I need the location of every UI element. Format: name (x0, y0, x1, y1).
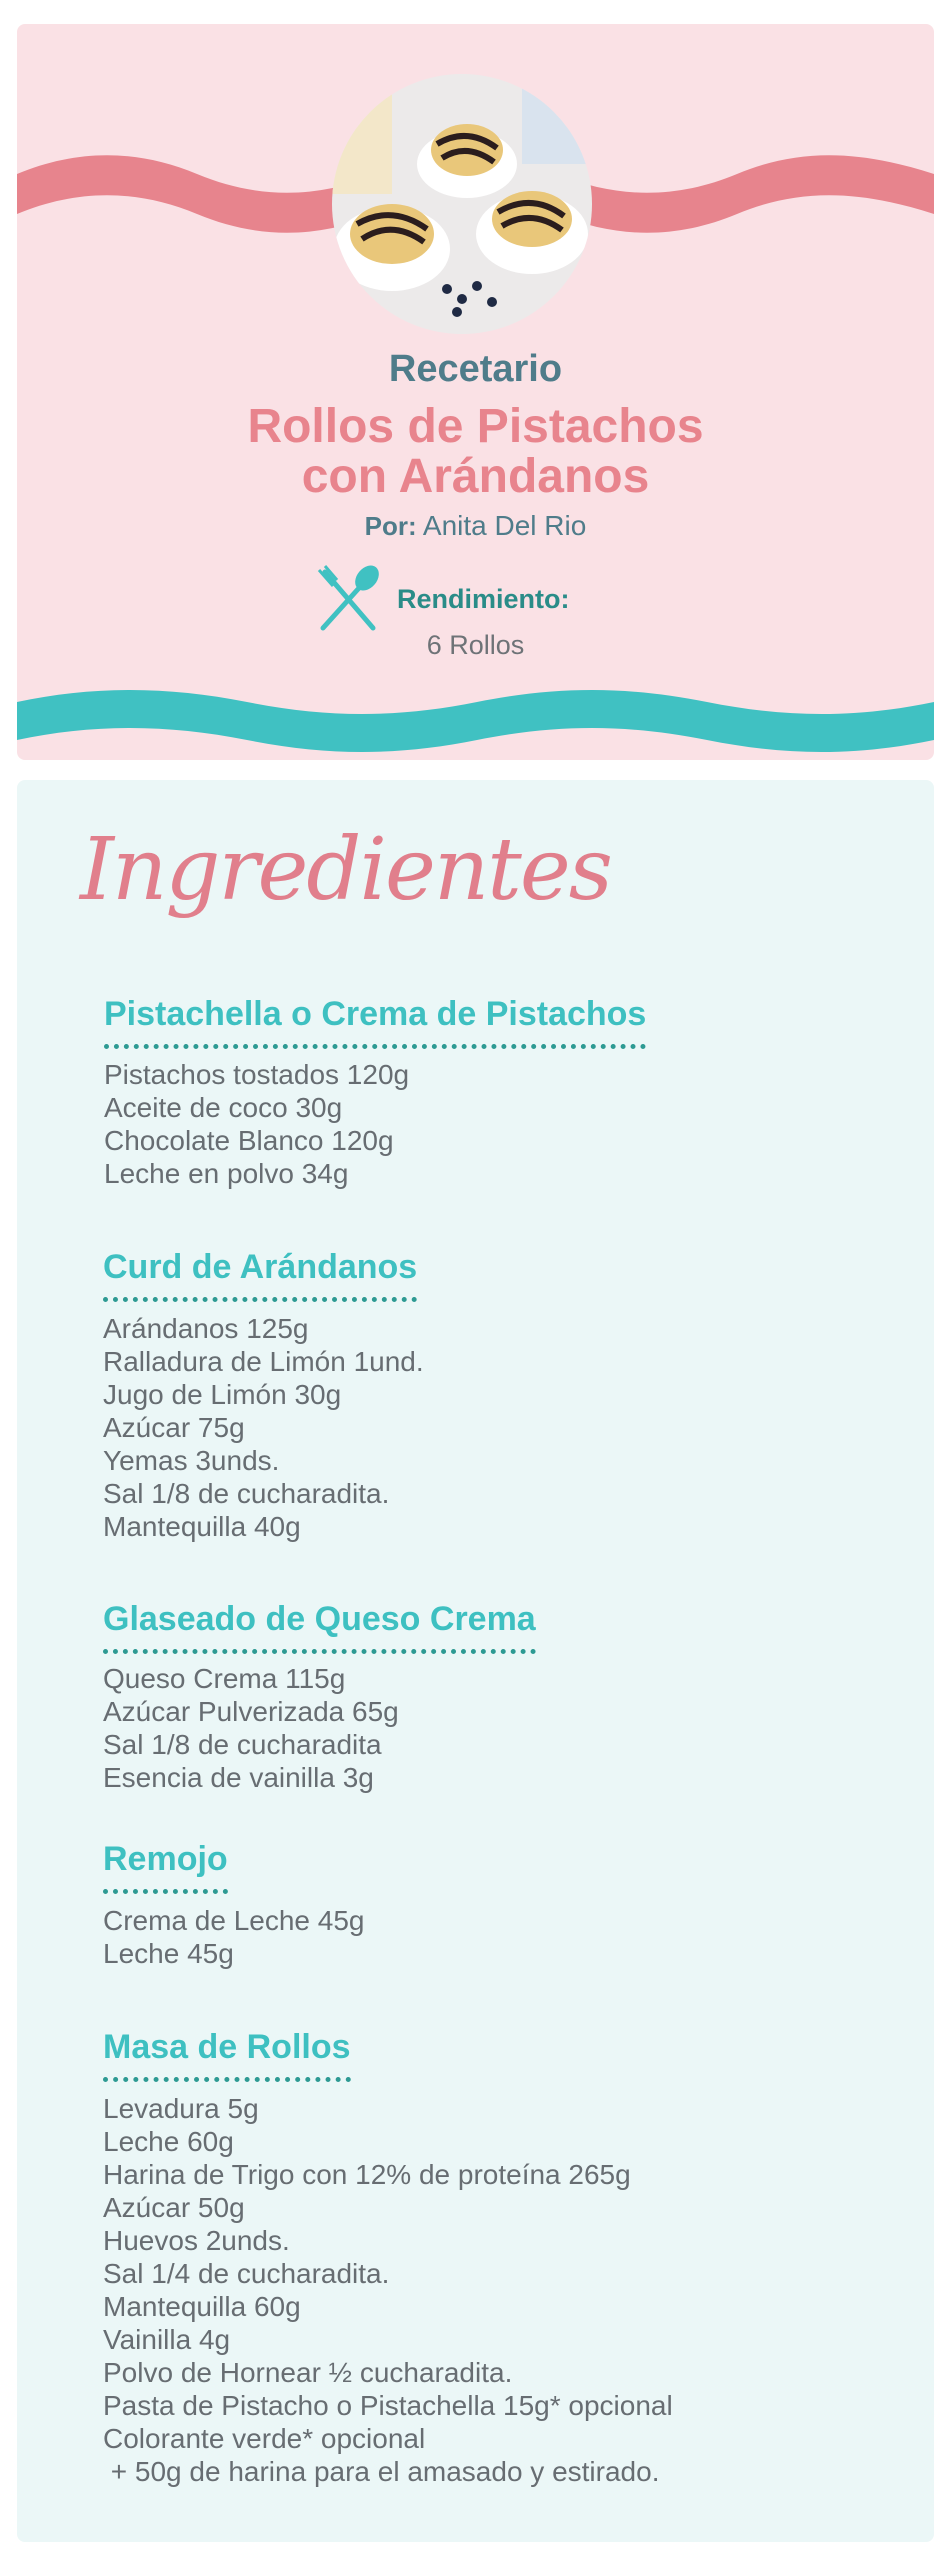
list-item: Sal 1/4 de cucharadita. (103, 2258, 390, 2289)
recipe-title (17, 402, 934, 502)
list-item: Esencia de vainilla 3g (103, 1762, 374, 1793)
recipe-header-card (17, 24, 934, 760)
yield-label: Rendimiento: (397, 584, 570, 614)
list-item: Levadura 5g (103, 2093, 259, 2124)
yield-value: 6 Rollos (426, 630, 525, 660)
author-prefix: Por: (364, 511, 417, 541)
ingredient-list-curd (103, 1312, 424, 1543)
list-item: Crema de Leche 45g (103, 1905, 365, 1936)
list-item: Mantequilla 40g (103, 1511, 301, 1542)
recipe-category: Recetario (388, 348, 563, 390)
section-title-curd: Curd de Arándanos (103, 1248, 417, 1302)
list-item: Aceite de coco 30g (104, 1092, 343, 1123)
section-title-remojo: Remojo (103, 1840, 228, 1894)
section-title-pistachella: Pistachella o Crema de Pistachos (104, 995, 646, 1049)
list-item: Harina de Trigo con 12% de proteína 265g (103, 2159, 631, 2190)
list-item: Huevos 2unds. (103, 2225, 290, 2256)
list-item: Jugo de Limón 30g (103, 1379, 342, 1410)
list-item: Azúcar 50g (103, 2192, 245, 2223)
list-item: Colorante verde* opcional (103, 2423, 426, 2454)
ingredient-list-glaseado (103, 1662, 399, 1794)
recipe-title-line-2: con Arándanos (301, 450, 650, 503)
ingredient-list-remojo (103, 1904, 365, 1970)
fork-spoon-icon (313, 564, 383, 634)
list-item: Leche 60g (103, 2126, 234, 2157)
ingredient-list-masa (103, 2092, 673, 2488)
list-item: + 50g de harina para el amasado y estirado. (103, 2456, 660, 2487)
author-name: Anita Del Rio (422, 510, 587, 541)
list-item: Arándanos 125g (103, 1313, 309, 1344)
section-title-glaseado: Glaseado de Queso Crema (103, 1600, 536, 1654)
list-item: Polvo de Hornear ½ cucharadita. (103, 2357, 513, 2388)
list-item: Mantequilla 60g (103, 2291, 301, 2322)
list-item: Azúcar Pulverizada 65g (103, 1696, 399, 1727)
list-item: Chocolate Blanco 120g (104, 1125, 394, 1156)
list-item: Pasta de Pistacho o Pistachella 15g* opcional (103, 2390, 673, 2421)
list-item: Azúcar 75g (103, 1412, 245, 1443)
ingredients-heading: Ingredientes (80, 820, 611, 920)
ingredient-list-pistachella (104, 1058, 409, 1190)
list-item: Vainilla 4g (103, 2324, 231, 2355)
list-item: Ralladura de Limón 1und. (103, 1346, 424, 1377)
list-item: Queso Crema 115g (103, 1663, 346, 1694)
recipe-author (17, 510, 934, 542)
list-item: Leche en polvo 34g (104, 1158, 349, 1189)
list-item: Yemas 3unds. (103, 1445, 280, 1476)
recipe-photo (332, 74, 592, 334)
list-item: Leche 45g (103, 1938, 234, 1969)
list-item: Sal 1/8 de cucharadita (103, 1729, 382, 1760)
teal-wave-decoration (17, 674, 934, 760)
list-item: Pistachos tostados 120g (104, 1059, 410, 1090)
section-title-masa: Masa de Rollos (103, 2028, 351, 2082)
recipe-title-line-1: Rollos de Pistachos (247, 400, 704, 453)
list-item: Sal 1/8 de cucharadita. (103, 1478, 390, 1509)
